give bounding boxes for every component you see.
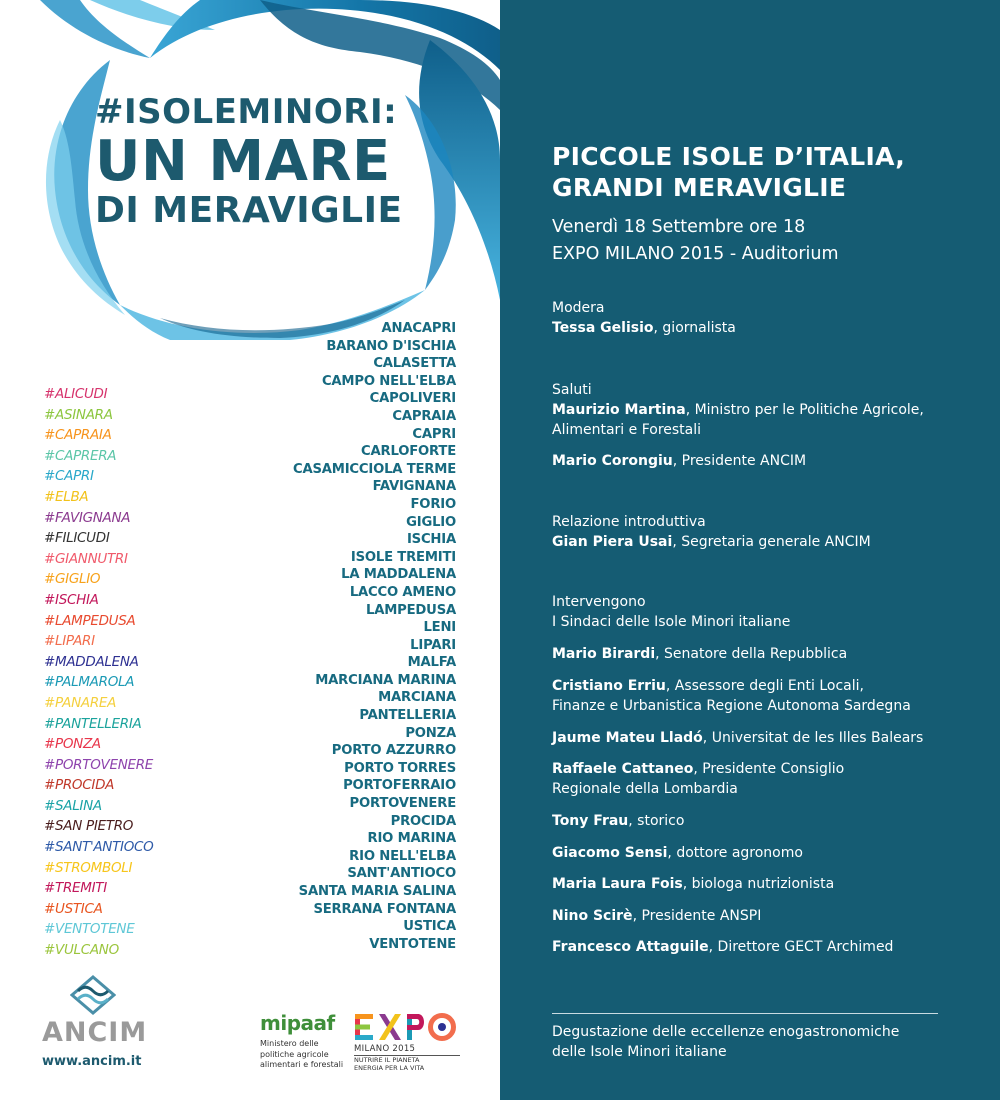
- island-item: ANACAPRI: [381, 321, 456, 336]
- island-item: MALFA: [407, 655, 456, 671]
- speaker-entry: [552, 937, 893, 957]
- island-item: RIO MARINA: [367, 831, 456, 847]
- ancim-website-link[interactable]: www.ancim.it: [42, 1054, 142, 1069]
- island-item: SERRANA FONTANA: [313, 901, 456, 917]
- mipaaf-subtitle-line: alimentari e forestali: [260, 1060, 344, 1069]
- expo-slogan-line: ENERGIA PER LA VITA: [354, 1063, 425, 1072]
- hashtag-item: #PONZA: [44, 736, 101, 753]
- hashtag-list: [44, 384, 154, 961]
- island-item: CAMPO NELL'ELBA: [321, 373, 456, 389]
- island-item: ISOLE TREMITI: [350, 549, 456, 565]
- island-item: RIO NELL'ELBA: [349, 848, 456, 864]
- greeting-name: Maurizio Martina: [552, 402, 686, 418]
- island-item: SANTA MARIA SALINA: [298, 884, 456, 899]
- speaker-name: Tony Frau: [552, 813, 629, 829]
- island-item: PONZA: [405, 725, 456, 741]
- island-item: CASAMICCIOLA TERME: [293, 461, 456, 477]
- mipaaf-subtitle-line: politiche agricole: [260, 1049, 329, 1059]
- speaker-role: , biologa nutrizionista: [682, 876, 835, 892]
- greeting-role-continued: Alimentari e Forestali: [552, 422, 702, 438]
- ancim-logo: [42, 975, 152, 1069]
- moderator-role: , giornalista: [653, 320, 736, 336]
- hashtag-item: #MADDALENA: [44, 653, 139, 670]
- island-item: USTICA: [403, 919, 456, 935]
- hashtag-item: #ALICUDI: [44, 386, 108, 402]
- speaker-role: , dottore agronomo: [667, 845, 803, 861]
- hashtag-item: #SAN PIETRO: [44, 818, 134, 835]
- expo-slogan-line: NUTRIRE IL PIANETA: [354, 1056, 420, 1064]
- hashtag-item: #LAMPEDUSA: [44, 612, 136, 629]
- island-item: PROCIDA: [390, 813, 456, 829]
- speaker-role-continued: Regionale della Lombardia: [552, 781, 738, 797]
- speaker-role: , Presidente Consiglio: [693, 761, 845, 777]
- hashtag-item: #CAPRI: [44, 468, 94, 485]
- speaker-name: Raffaele Cattaneo: [552, 761, 694, 777]
- speaker-role: , storico: [628, 813, 685, 829]
- speaker-role-continued: Finanze e Urbanistica Regione Autonoma Sardegna: [552, 698, 911, 714]
- speakers-subtitle: I Sindaci delle Isole Minori italiane: [552, 614, 791, 630]
- speaker-role: , Direttore GECT Archimed: [708, 939, 894, 955]
- island-item: PANTELLERIA: [359, 708, 456, 724]
- headline-line-3: DI MERAVIGLIE: [95, 190, 403, 231]
- footer-note-line: Degustazione delle eccellenze enogastronomiche: [552, 1024, 900, 1040]
- hashtag-item: #FAVIGNANA: [44, 509, 131, 526]
- island-item: MARCIANA: [378, 690, 456, 706]
- speaker-entry: [552, 843, 803, 863]
- right-panel: [500, 0, 1000, 1100]
- island-item: CARLOFORTE: [361, 444, 456, 460]
- hashtag-item: #PANAREA: [44, 694, 117, 711]
- speaker-name: Francesco Attaguile: [552, 939, 709, 955]
- island-item: FORIO: [410, 496, 456, 512]
- footer-note: [552, 1022, 899, 1062]
- speaker-name: Giacomo Sensi: [552, 845, 668, 861]
- expo-logo: [354, 1012, 460, 1072]
- speaker-role: , Universitat de les Illes Balears: [702, 730, 924, 746]
- island-item: VENTOTENE: [369, 936, 456, 952]
- speaker-entry: [552, 676, 864, 696]
- speaker-name: Nino Scirè: [552, 908, 633, 924]
- footer-divider: [552, 1013, 938, 1014]
- speaker-name: Mario Birardi: [552, 646, 656, 662]
- island-item: CAPOLIVERI: [369, 391, 456, 407]
- hashtag-item: #PANTELLERIA: [44, 715, 142, 732]
- greeting-role: , Ministro per le Politiche Agricole,: [685, 402, 924, 418]
- event-title-line: GRANDI MERAVIGLIE: [552, 173, 847, 202]
- speaker-name: Jaume Mateu Lladó: [552, 730, 703, 746]
- greeting-name: Mario Corongiu: [552, 453, 673, 469]
- hashtag-item: #ISCHIA: [44, 591, 99, 608]
- hashtag-item: #ASINARA: [44, 406, 113, 423]
- island-item: FAVIGNANA: [372, 479, 456, 495]
- headline-line-2: UN MARE: [95, 129, 391, 194]
- island-item: CAPRAIA: [392, 408, 456, 424]
- hashtag-item: #CAPRAIA: [44, 427, 112, 444]
- expo-logo-icon: [354, 1012, 458, 1042]
- greetings-label: Saluti: [552, 382, 592, 398]
- island-item: PORTOVENERE: [349, 796, 456, 812]
- island-item: SANT'ANTIOCO: [347, 866, 456, 882]
- speaker-entry: [552, 759, 844, 779]
- greeting-entry: [552, 451, 806, 471]
- hashtag-item: #GIANNUTRI: [44, 550, 128, 567]
- event-date: Venerdì 18 Settembre ore 18: [552, 217, 806, 237]
- mipaaf-name: mipaaf: [260, 1011, 335, 1035]
- island-item: GIGLIO: [406, 514, 456, 530]
- hashtag-item: #PORTOVENERE: [44, 756, 154, 773]
- hashtag-item: #PALMAROLA: [44, 674, 135, 691]
- island-item: LENI: [423, 620, 456, 636]
- intro-label: Relazione introduttiva: [552, 514, 706, 530]
- island-item: LACCO AMENO: [349, 584, 456, 600]
- hashtag-item: #GIGLIO: [44, 571, 101, 588]
- expo-city-year: MILANO 2015: [354, 1044, 460, 1056]
- hashtag-item: #VENTOTENE: [44, 921, 135, 938]
- hashtag-item: #SANT'ANTIOCO: [44, 839, 154, 856]
- hashtag-item: #VULCANO: [44, 942, 119, 959]
- island-item: PORTO TORRES: [344, 760, 456, 776]
- footer-note-line: delle Isole Minori italiane: [552, 1044, 727, 1060]
- speaker-role: , Senatore della Repubblica: [655, 646, 848, 662]
- hashtag-item: #SALINA: [44, 797, 102, 814]
- island-item: PORTO AZZURRO: [331, 743, 456, 759]
- island-item: BARANO D'ISCHIA: [326, 338, 456, 354]
- ancim-name: ANCIM: [42, 1017, 148, 1048]
- mipaaf-subtitle-line: Ministero delle: [260, 1039, 319, 1048]
- island-item: ISCHIA: [406, 532, 456, 548]
- greeting-role: , Presidente ANCIM: [672, 453, 807, 469]
- speaker-name: Maria Laura Fois: [552, 876, 683, 892]
- island-municipality-list: [293, 320, 456, 953]
- island-item: MARCIANA MARINA: [315, 672, 456, 688]
- speaker-entry: [552, 906, 761, 926]
- island-item: PORTOFERRAIO: [343, 778, 456, 794]
- island-item: CALASETTA: [373, 356, 456, 372]
- intro-entry: [552, 532, 871, 552]
- speaker-entry: [552, 644, 847, 664]
- island-item: LIPARI: [410, 637, 456, 653]
- island-item: LA MADDALENA: [341, 567, 456, 583]
- speaker-entry: [552, 811, 684, 831]
- moderator-label: Modera: [552, 300, 605, 316]
- speaker-entry: [552, 874, 834, 894]
- greeting-entry: [552, 400, 924, 420]
- intro-name: Gian Piera Usai: [552, 534, 673, 550]
- hashtag-item: #CAPRERA: [44, 447, 117, 464]
- mipaaf-logo: [260, 1012, 346, 1071]
- speaker-role: , Assessore degli Enti Locali,: [665, 678, 864, 694]
- island-item: LAMPEDUSA: [366, 602, 456, 618]
- ancim-logo-icon: [70, 975, 116, 1015]
- island-item: CAPRI: [412, 426, 456, 442]
- moderator-entry: [552, 318, 736, 338]
- headline-line-1: #ISOLEMINORI:: [95, 92, 398, 132]
- speaker-entry: [552, 728, 923, 748]
- hashtag-item: #FILICUDI: [44, 530, 110, 547]
- hashtag-item: #TREMITI: [44, 880, 107, 897]
- hashtag-item: #ELBA: [44, 488, 89, 505]
- event-title: [552, 141, 905, 203]
- event-headline: [95, 92, 403, 232]
- speaker-role: , Presidente ANSPI: [632, 908, 762, 924]
- speaker-name: Cristiano Erriu: [552, 678, 666, 694]
- intro-role: , Segretaria generale ANCIM: [672, 534, 871, 550]
- hashtag-item: #STROMBOLI: [44, 859, 133, 876]
- hashtag-item: #LIPARI: [44, 633, 95, 650]
- hashtag-item: #PROCIDA: [44, 777, 115, 794]
- event-venue: EXPO MILANO 2015 - Auditorium: [552, 244, 839, 264]
- moderator-name: Tessa Gelisio: [552, 320, 654, 336]
- hashtag-item: #USTICA: [44, 900, 103, 917]
- expo-slogan: [354, 1057, 460, 1072]
- speakers-label: Intervengono: [552, 594, 646, 610]
- event-title-line: PICCOLE ISOLE D’ITALIA,: [552, 142, 906, 171]
- mipaaf-subtitle: [260, 1039, 346, 1071]
